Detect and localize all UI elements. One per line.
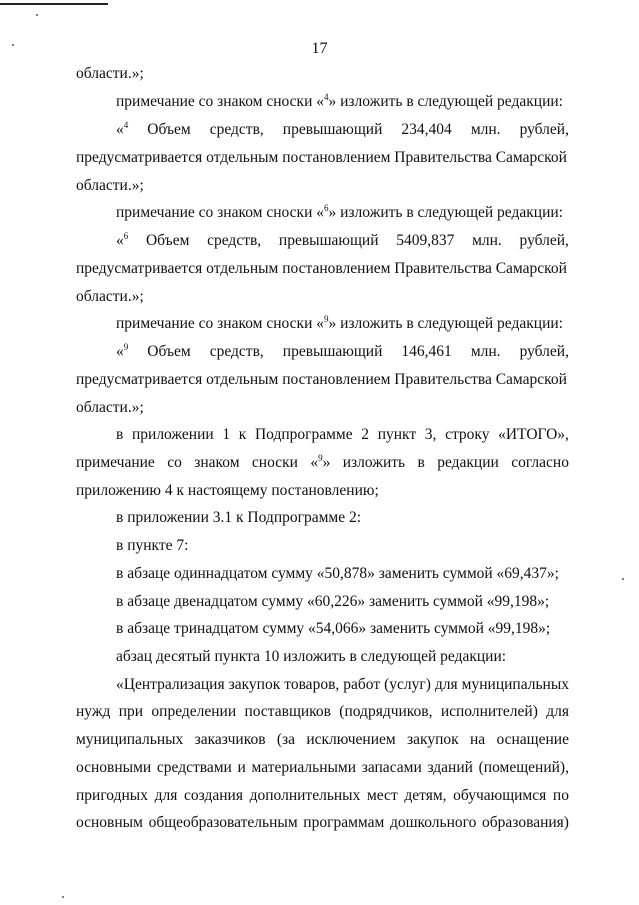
word: со	[167, 454, 182, 471]
word: 5409,837	[396, 232, 455, 249]
word: по	[552, 787, 569, 804]
text-fragment: » изложить в следующей редакции:	[328, 315, 563, 332]
text-fragment: » изложить в следующей редакции:	[328, 93, 563, 110]
word: млн.	[470, 121, 501, 138]
quote-mark: «	[310, 454, 319, 471]
word: (подрядчиков,	[339, 703, 433, 720]
text-line-justified	[116, 120, 569, 140]
word: (услуг)	[384, 676, 431, 693]
footnote-mark: 6	[123, 231, 129, 241]
word: муниципальных	[76, 731, 184, 748]
word: исключением	[306, 731, 396, 748]
scan-speck	[36, 14, 38, 16]
text-fragment	[310, 453, 330, 473]
word: превышающий	[282, 121, 383, 138]
word: нужд	[76, 703, 111, 720]
word: дополнительных	[249, 787, 361, 804]
text-line: в абзаце тринадцатом сумму «54,066» заменить суммой «99,198»;	[116, 620, 551, 637]
word: приложении	[131, 426, 214, 443]
text-line: области.»;	[76, 177, 144, 194]
word: программам	[303, 814, 385, 831]
word: при	[118, 703, 144, 720]
text-line: в абзаце двенадцатом сумму «60,226» заменить суммой «99,198»;	[116, 593, 550, 610]
text-fragment: примечание со знаком сноски «	[116, 93, 324, 110]
word: создания	[184, 787, 243, 804]
word: 2	[361, 426, 370, 443]
text-line-justified	[76, 702, 569, 722]
text-line-justified	[116, 675, 569, 695]
word: согласно	[511, 454, 569, 471]
text-fragment: примечание со знаком сноски «	[116, 315, 324, 332]
word: средств,	[207, 232, 262, 249]
text-fragment: » изложить в следующей редакции:	[328, 204, 563, 221]
text-line-justified	[116, 425, 569, 445]
text-fragment	[116, 342, 128, 362]
word: оснащение	[496, 731, 569, 748]
word: на	[469, 731, 486, 748]
word: 3,	[424, 426, 437, 443]
word: превышающий	[282, 343, 383, 360]
word: к	[238, 426, 247, 443]
word: редакции	[437, 454, 499, 471]
word: в	[417, 454, 425, 471]
word: обучающимся	[453, 787, 547, 804]
text-line-justified	[76, 786, 569, 806]
text-line	[116, 92, 563, 112]
word: общеобразовательным	[148, 814, 298, 831]
word: средств,	[209, 121, 264, 138]
word: рублей,	[519, 232, 569, 249]
word: образования)	[482, 814, 569, 831]
word: для	[434, 676, 458, 693]
text-line: в приложении 3.1 к Подпрограмме 2:	[116, 509, 362, 526]
word: Объем	[145, 232, 190, 249]
word: мест	[366, 787, 398, 804]
text-line: области.»;	[76, 288, 144, 305]
word: сноски	[251, 454, 298, 471]
word: «Централизация	[116, 676, 225, 693]
word: дошкольного	[389, 814, 477, 831]
footnote-mark: 4	[123, 120, 129, 130]
word: примечание	[76, 454, 155, 471]
text-line: приложению 4 к настоящему постановлению;	[76, 482, 379, 499]
word: исполнителей)	[440, 703, 538, 720]
text-line: в абзаце одиннадцатом сумму «50,878» заменить суммой «69,437»;	[116, 565, 559, 582]
word: пункт	[377, 426, 417, 443]
text-line: абзац десятый пункта 10 изложить в следующей редакции:	[116, 648, 507, 665]
text-line: области.»;	[76, 399, 144, 416]
text-fragment	[116, 231, 128, 251]
word: пригодных	[76, 787, 148, 804]
word: знаком	[194, 454, 240, 471]
text-line-justified	[76, 813, 569, 833]
quote-mark: «	[116, 121, 124, 138]
word: Объем	[147, 121, 191, 138]
word: млн.	[470, 343, 501, 360]
word: млн.	[472, 232, 502, 249]
word: средствами	[156, 759, 232, 776]
word: (за	[276, 731, 296, 748]
word: 1	[222, 426, 231, 443]
word: поставщиков	[244, 703, 331, 720]
word: изложить	[342, 454, 406, 471]
word: определении	[151, 703, 237, 720]
text-line: области.»;	[76, 65, 144, 82]
word: закупок	[228, 676, 281, 693]
text-line	[116, 314, 563, 334]
word: товаров,	[284, 676, 340, 693]
word: рублей,	[519, 121, 569, 138]
footnote-mark: 6	[324, 203, 329, 213]
quote-mark: «	[116, 343, 124, 360]
word: закупок	[407, 731, 459, 748]
word: Объем	[147, 343, 191, 360]
word: рублей,	[519, 343, 569, 360]
word: «ИТОГО»,	[498, 426, 569, 443]
scan-speck	[622, 578, 624, 580]
word: и	[237, 759, 246, 776]
text-line	[116, 203, 563, 223]
word: муниципальных	[461, 676, 569, 693]
footnote-mark: 9	[123, 342, 129, 352]
word: в	[116, 426, 124, 443]
footnote-mark: 9	[318, 453, 323, 463]
text-line-justified	[116, 342, 569, 362]
quote-mark: «	[116, 232, 124, 249]
word: работ	[343, 676, 381, 693]
text-fragment	[116, 120, 128, 140]
text-line-justified	[76, 758, 569, 778]
text-line-justified	[76, 730, 569, 750]
footnote-mark: 9	[324, 314, 329, 324]
word: превышающий	[278, 232, 379, 249]
word: (помещений),	[478, 759, 569, 776]
word: 234,404	[401, 121, 452, 138]
scan-artifact-line	[0, 3, 108, 5]
word: Подпрограмме	[254, 426, 353, 443]
text-line-justified	[116, 231, 569, 251]
scan-speck	[62, 896, 64, 898]
word: материальными	[251, 759, 357, 776]
word: основным	[76, 814, 143, 831]
footnote-mark: 4	[324, 92, 329, 102]
word: основными	[76, 759, 152, 776]
word: строку	[445, 426, 490, 443]
text-line: предусматривается отдельным постановлением Правительства Самарской	[76, 371, 567, 388]
word: средств,	[209, 343, 264, 360]
word: 146,461	[401, 343, 452, 360]
quote-mark: »	[322, 454, 331, 471]
text-line-justified	[76, 453, 569, 473]
word: запасами	[361, 759, 422, 776]
text-fragment: примечание со знаком сноски «	[116, 204, 324, 221]
text-line: в пункте 7:	[116, 537, 189, 554]
text-line: предусматривается отдельным постановлением Правительства Самарской	[76, 149, 567, 166]
word: заказчиков	[194, 731, 266, 748]
page-number: 17	[311, 40, 328, 57]
word: для	[154, 787, 178, 804]
word: зданий	[427, 759, 473, 776]
text-line: предусматривается отдельным постановлением Правительства Самарской	[76, 260, 567, 277]
word: для	[546, 703, 569, 720]
word: детям,	[404, 787, 447, 804]
